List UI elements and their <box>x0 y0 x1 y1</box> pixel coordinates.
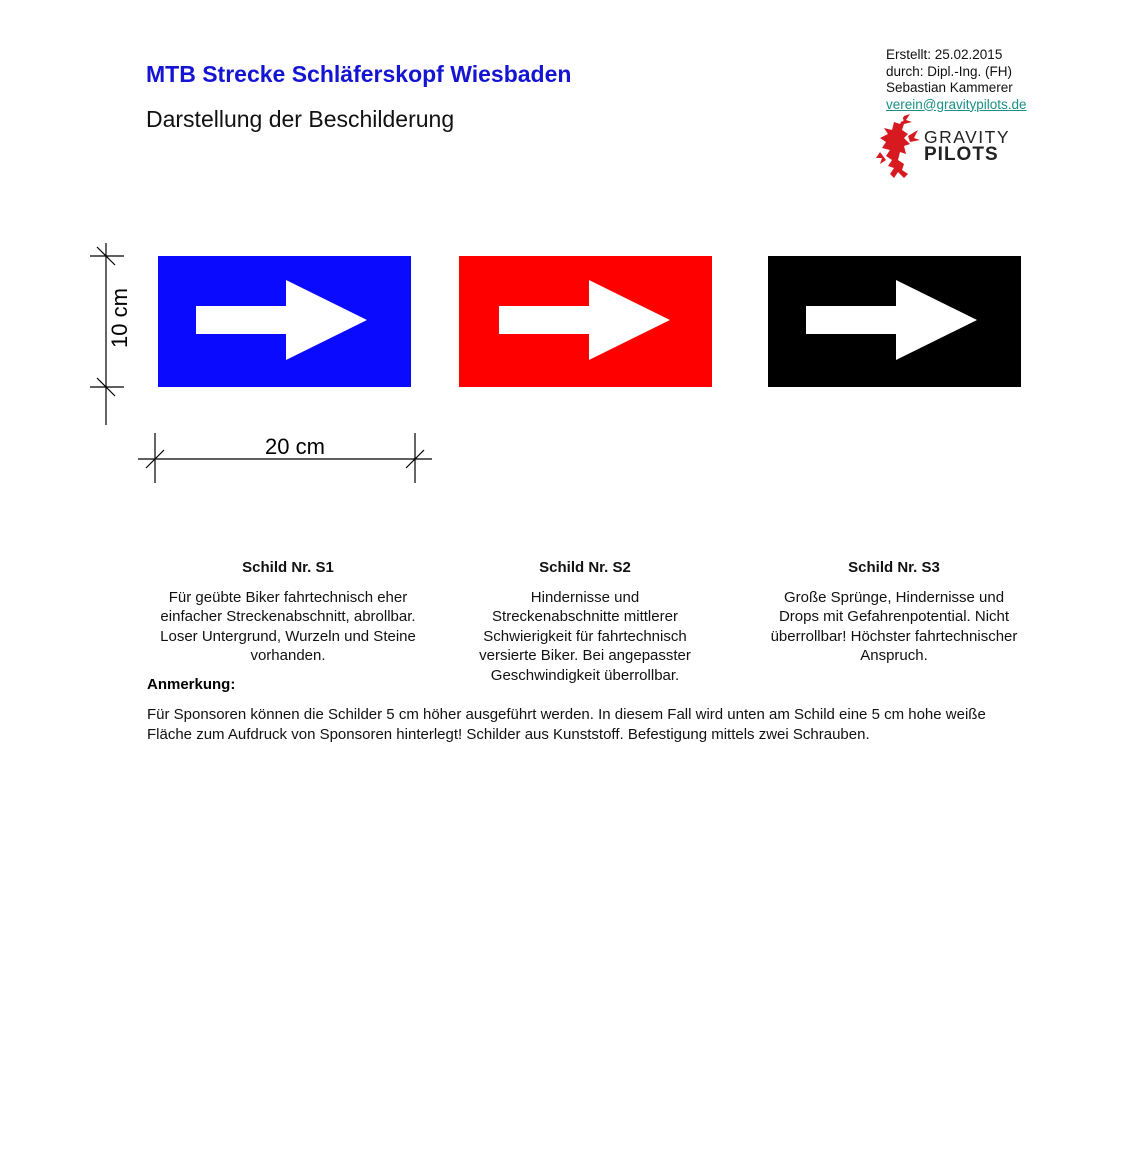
note-heading: Anmerkung: <box>147 676 236 693</box>
sign-s2-info <box>450 558 720 685</box>
sign-s2-heading: Schild Nr. S2 <box>539 559 631 576</box>
created-date: Erstellt: 25.02.2015 <box>886 47 1003 62</box>
sign-s2 <box>459 256 712 387</box>
sign-s2-description: Hindernisse und Streckenabschnitte mittlerer Schwierigkeit für fahrtechnisch versierte Biker. Bei angepasster Geschwindigkeit überrollbar. <box>479 588 691 684</box>
created-by: durch: Dipl.-Ing. (FH) <box>886 63 1013 79</box>
sign-s3-heading: Schild Nr. S3 <box>848 559 940 576</box>
logo-line-pilots: PILOTS <box>924 144 999 165</box>
sign-s1-heading: Schild Nr. S1 <box>242 559 334 576</box>
sign-s1 <box>158 256 411 387</box>
sign-s1-description: Für geübte Biker fahrtechnisch eher einfacher Streckenabschnitt, abrollbar. Loser Untergrund, Wurzeln und Steine vorhanden. <box>160 588 416 664</box>
logo-line-gravity: GRAVITY <box>924 127 1011 147</box>
height-label: 10 cm <box>107 288 132 348</box>
page-subtitle: Darstellung der Beschilderung <box>146 106 455 132</box>
sign-drawing <box>0 0 1138 520</box>
sign-s3 <box>768 256 1021 387</box>
sign-s3-info <box>759 558 1029 666</box>
author-name: Sebastian Kammerer <box>886 80 1013 95</box>
width-label: 20 cm <box>265 434 325 459</box>
email-link[interactable]: verein@gravitypilots.de <box>886 96 1027 112</box>
note-text: Für Sponsoren können die Schilder 5 cm höher ausgeführt werden. In diesem Fall wird unten am Schild eine 5 cm hohe weiße Fläche zum Aufdruck von Sponsoren hinterlegt! Schilder aus Kunststoff. Befestigung mittels zwei Schrauben. <box>147 706 986 743</box>
sign-s1-info <box>153 558 423 666</box>
sign-s3-description: Große Sprünge, Hindernisse und Drops mit Gefahrenpotential. Nicht überrollbar! Höchster fahrtechnischer Anspruch. <box>770 588 1018 664</box>
page-title: MTB Strecke Schläferskopf Wiesbaden <box>146 61 572 87</box>
